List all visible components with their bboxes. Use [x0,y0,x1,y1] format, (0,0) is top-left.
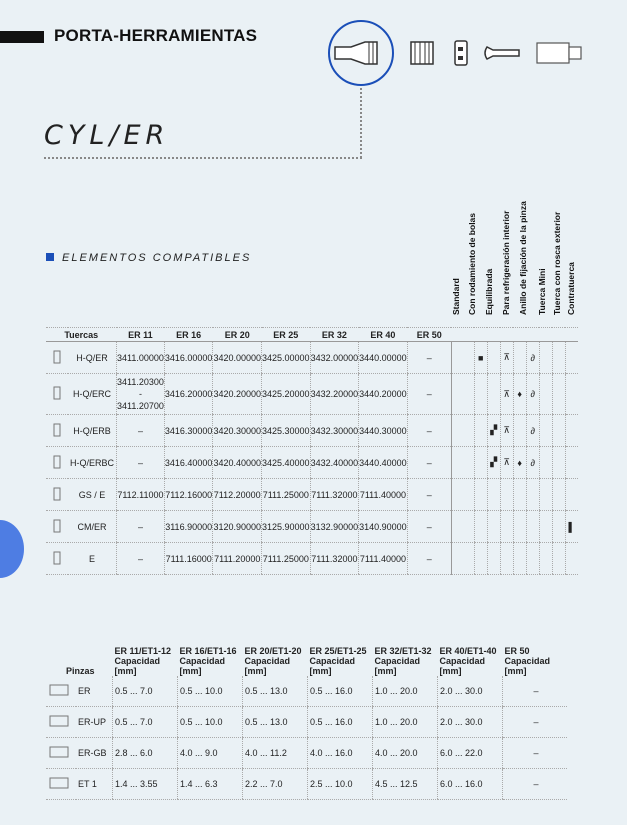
feature-mark [500,511,513,543]
collets-table [46,640,567,800]
part-number: – [407,479,451,511]
part-number: 7111.40000 [359,479,408,511]
capacity-unit: [mm] [309,666,332,676]
header-bar [0,31,44,43]
part-number: 3440.20000 [359,374,408,415]
part-number: 7111.40000 [359,543,408,575]
page-title: CYL/ER [44,120,170,151]
section-bullet [46,253,54,261]
capacity-range: 0.5 ... 16.0 [308,676,373,707]
section-title [46,252,251,264]
flag-header-cell [500,328,513,342]
feature-mark [474,415,487,447]
collet-column-header [438,640,503,676]
capacity-unit: [mm] [374,666,397,676]
capacity-range: 4.0 ... 9.0 [178,738,243,769]
feature-mark [487,479,500,511]
part-number: 3420.30000 [213,415,262,447]
capacity-unit: [mm] [114,666,137,676]
part-number: – [407,447,451,479]
collet-size: ER 11/ET1-12 [114,646,172,656]
capacity-range: 1.4 ... 6.3 [178,769,243,800]
nut-type: CM/ER [68,511,117,543]
part-number: – [407,415,451,447]
vertical-header: Equilibrada [484,268,494,315]
capacity-range: 2.8 ... 6.0 [113,738,178,769]
capacity-range: 0.5 ... 7.0 [113,676,178,707]
part-number: 3432.40000 [310,447,359,479]
feature-mark [552,511,565,543]
row-gap [451,479,474,511]
collet-type: ER [76,676,113,707]
capacity-range: 1.0 ... 20.0 [373,676,438,707]
feature-mark [565,374,578,415]
column-header: ER 11 [117,328,165,342]
part-number: 3425.20000 [262,374,311,415]
part-number: 7111.32000 [310,479,359,511]
nut-thumbnail-icon [46,415,68,447]
capacity-unit: [mm] [179,666,202,676]
capacity-unit: [mm] [244,666,267,676]
capacity-range: 0.5 ... 10.0 [178,676,243,707]
capacity-range: 4.0 ... 20.0 [373,738,438,769]
collet-size: ER 40/ET1-40 [439,646,497,656]
feature-mark [513,543,526,575]
feature-mark [565,447,578,479]
collet-type: ER-UP [76,707,113,738]
feature-mark [539,374,552,415]
part-number: 3125.90000 [262,511,311,543]
nuts-header-row [46,328,578,342]
feature-mark [565,342,578,374]
part-number: 3440.40000 [359,447,408,479]
flag-header-cell [565,328,578,342]
column-header: ER 20 [213,328,262,342]
feature-mark: ▌ [565,511,578,543]
capacity-range: 0.5 ... 13.0 [243,676,308,707]
capacity-range: 6.0 ... 22.0 [438,738,503,769]
part-number: 3416.40000 [164,447,213,479]
nut-type: H-Q/ER [68,342,117,374]
table-row [46,543,578,575]
table-row [46,676,567,707]
collet-size: ER 25/ET1-25 [309,646,367,656]
collet-column-header [503,640,568,676]
capacity-range: – [503,707,568,738]
capacity-range: 4.0 ... 11.2 [243,738,308,769]
feature-mark [474,511,487,543]
collets-label: Pinzas [65,666,95,676]
nut-thumbnail-icon [46,342,68,374]
collet-thumbnail-icon [46,676,76,707]
part-number: 3425.40000 [262,447,311,479]
product-icons-strip [325,18,595,88]
table-row [46,374,578,415]
flag-header-cell [539,328,552,342]
feature-mark [552,447,565,479]
nut-type: GS / E [68,479,117,511]
feature-mark [539,415,552,447]
nuts-table [46,327,578,575]
capacity-range: 6.0 ... 16.0 [438,769,503,800]
collet-size: ER 32/ET1-32 [374,646,432,656]
table-row [46,479,578,511]
feature-mark: ▞ [487,447,500,479]
collet-column-header [243,640,308,676]
feature-mark: ⊼ [500,415,513,447]
feature-mark [487,342,500,374]
feature-mark: ∂ [526,374,539,415]
collet-icon [411,42,433,64]
part-number: 3416.00000 [164,342,213,374]
part-number: – [117,543,165,575]
feature-mark [552,543,565,575]
collet-thumbnail-icon [46,738,76,769]
capacity-range: – [503,769,568,800]
flag-header-cell [526,328,539,342]
tool-holder-icon [329,21,393,85]
collet-size: ER 16/ET1-16 [179,646,237,656]
capacity-range: – [503,738,568,769]
feature-mark [500,543,513,575]
part-number: 7111.20000 [213,543,262,575]
feature-mark [552,374,565,415]
part-number: – [407,374,451,415]
capacity-label: Capacidad [374,656,421,666]
collet-column-header [373,640,438,676]
feature-mark [565,479,578,511]
feature-mark [539,447,552,479]
feature-mark: ⊼ [500,342,513,374]
capacity-range: 1.0 ... 20.0 [373,707,438,738]
table-row [46,342,578,374]
feature-mark [565,543,578,575]
flag-header-cell [513,328,526,342]
part-number: 3425.00000 [262,342,311,374]
feature-mark [539,342,552,374]
feature-mark [513,511,526,543]
vertical-header: Con rodamiento de bolas [467,212,477,315]
feature-mark [513,415,526,447]
vertical-header: Contratuerca [566,262,576,315]
capacity-range: 2.0 ... 30.0 [438,676,503,707]
vertical-header: Para refrigeración interior [501,210,511,315]
feature-mark [526,511,539,543]
feature-mark [474,447,487,479]
collet-column-header [308,640,373,676]
vertical-header: Anillo de fijación de la pinza [518,201,528,315]
vertical-header: Standard [451,278,461,315]
section-title-text: ELEMENTOS COMPATIBLES [62,252,252,264]
capacity-label: Capacidad [309,656,356,666]
column-header: ER 32 [310,328,359,342]
table-row [46,415,578,447]
part-number: 7111.25000 [262,479,311,511]
capacity-range: 2.0 ... 30.0 [438,707,503,738]
column-header: ER 16 [164,328,213,342]
feature-mark [474,479,487,511]
capacity-range: 0.5 ... 13.0 [243,707,308,738]
capacity-range: 0.5 ... 7.0 [113,707,178,738]
table-row [46,447,578,479]
capacity-unit: [mm] [504,666,527,676]
part-number: 3420.00000 [213,342,262,374]
feature-mark [526,479,539,511]
row-gap [451,374,474,415]
divider [44,157,362,159]
feature-mark [487,543,500,575]
feature-mark: ♦ [513,374,526,415]
row-gap [451,543,474,575]
capacity-unit: [mm] [439,666,462,676]
feature-mark [513,342,526,374]
collets-header-row [46,640,567,676]
capacity-range: 1.4 ... 3.55 [113,769,178,800]
nut-type: H-Q/ERBC [68,447,117,479]
part-number: – [407,342,451,374]
part-number: 3120.90000 [213,511,262,543]
row-gap [451,415,474,447]
part-number: 3411.00000 [117,342,165,374]
feature-mark: ∂ [526,447,539,479]
collet-thumbnail-icon [46,769,76,800]
part-number: 3432.30000 [310,415,359,447]
feature-mark: ▞ [487,415,500,447]
feature-mark [474,543,487,575]
collet-type: ER-GB [76,738,113,769]
collet-size: ER 50 [504,646,530,656]
capacity-label: Capacidad [114,656,161,666]
part-number: 7111.16000 [164,543,213,575]
part-number: 3116.90000 [164,511,213,543]
column-header: ER 25 [262,328,311,342]
part-number: 7111.32000 [310,543,359,575]
capacity-range: 0.5 ... 16.0 [308,707,373,738]
collet-column-header [113,640,178,676]
flag-header-cell [487,328,500,342]
part-number: – [117,415,165,447]
capacity-label: Capacidad [439,656,486,666]
part-number: 3440.00000 [359,342,408,374]
nut-type: E [68,543,117,575]
capacity-range: – [503,676,568,707]
table-row [46,769,567,800]
feature-mark [487,374,500,415]
row-gap [451,511,474,543]
feature-mark [552,415,565,447]
nut-type: H-Q/ERC [68,374,117,415]
part-number: 3425.30000 [262,415,311,447]
column-header: ER 40 [359,328,408,342]
page-header-title: PORTA-HERRAMIENTAS [54,26,258,45]
nut-thumbnail-icon [46,543,68,575]
flag-header-cell [474,328,487,342]
nut-thumbnail-icon [46,374,68,415]
column-header: ER 50 [407,328,451,342]
part-number: 7112.11000 [117,479,165,511]
feature-mark [500,479,513,511]
feature-mark [552,342,565,374]
feature-mark [539,511,552,543]
nuts-label: Tuercas [46,328,117,342]
part-number: – [117,447,165,479]
part-number: – [407,543,451,575]
nut-thumbnail-icon [46,511,68,543]
part-number: 3132.90000 [310,511,359,543]
collet-type: ET 1 [76,769,113,800]
feature-mark: ∂ [526,342,539,374]
capacity-label: Capacidad [504,656,551,666]
part-number: 3420.20000 [213,374,262,415]
capacity-range: 2.5 ... 10.0 [308,769,373,800]
part-number: 3140.90000 [359,511,408,543]
page-tab-marker [0,520,24,578]
part-number: – [407,511,451,543]
part-number: 3420.40000 [213,447,262,479]
nut-type: H-Q/ERB [68,415,117,447]
feature-mark: ♦ [513,447,526,479]
nut-thumbnail-icon [46,447,68,479]
table-row [46,707,567,738]
vertical-header: Tuerca Mini [537,268,547,315]
feature-mark [526,543,539,575]
part-number: 7112.20000 [213,479,262,511]
nut-icon [455,41,467,65]
capacity-range: 2.2 ... 7.0 [243,769,308,800]
feature-mark: ⊼ [500,447,513,479]
table-row [46,738,567,769]
part-number: 3411.20300 - 3411.20700 [117,374,165,415]
extension-icon [537,43,581,63]
part-number: 3416.20000 [164,374,213,415]
feature-mark [552,479,565,511]
collet-size: ER 20/ET1-20 [244,646,302,656]
row-gap [451,447,474,479]
connector-line [360,88,362,158]
feature-mark: ∂ [526,415,539,447]
collet-thumbnail-icon [46,707,76,738]
part-number: 3440.30000 [359,415,408,447]
capacity-label: Capacidad [244,656,291,666]
feature-mark [539,479,552,511]
capacity-range: 0.5 ... 10.0 [178,707,243,738]
part-number: 7112.16000 [164,479,213,511]
table-row [46,511,578,543]
capacity-label: Capacidad [179,656,226,666]
capacity-range: 4.5 ... 12.5 [373,769,438,800]
part-number: 3432.00000 [310,342,359,374]
feature-mark [539,543,552,575]
feature-mark [565,415,578,447]
nut-thumbnail-icon [46,479,68,511]
part-number: 3432.20000 [310,374,359,415]
header-gap [451,328,474,342]
feature-mark: ■ [474,342,487,374]
row-gap [451,342,474,374]
capacity-range: 4.0 ... 16.0 [308,738,373,769]
collet-column-header [178,640,243,676]
part-number: 7111.25000 [262,543,311,575]
feature-mark [487,511,500,543]
feature-mark [474,374,487,415]
wrench-icon [485,47,519,59]
feature-mark: ⊼ [500,374,513,415]
part-number: 3416.30000 [164,415,213,447]
part-number: – [117,511,165,543]
flag-header-cell [552,328,565,342]
feature-mark [513,479,526,511]
vertical-header: Tuerca con rosca exterior [552,211,562,315]
